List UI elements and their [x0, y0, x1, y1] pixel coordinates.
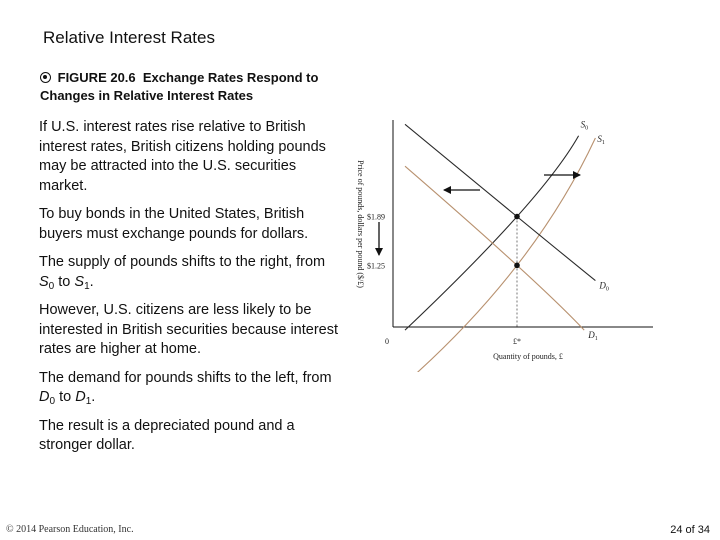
footer-copyright: © 2014 Pearson Education, Inc.	[6, 524, 134, 535]
curve-label-d1: $D_1$	[588, 330, 598, 343]
figure-caption	[40, 69, 340, 105]
bullet-list	[39, 118, 339, 465]
bullet-5-d0-sub: 0	[49, 396, 56, 407]
curve-label-s0: $S_0$	[580, 119, 589, 132]
curve-d1	[405, 166, 584, 330]
curve-label-s1: $S_1$	[597, 134, 605, 147]
bullet-5-text: The demand for pounds shifts to the left, from	[39, 369, 332, 386]
equilibrium-point-2	[514, 263, 520, 269]
figure-title: Exchange Rates Respond to Changes in Relative Interest Rates	[40, 70, 319, 103]
curve-d0	[405, 124, 595, 280]
y-tick-label-2: $1.25	[367, 261, 385, 271]
bullet-5-d0: D	[39, 389, 50, 405]
bullet-6: The result is a depreciated pound and a stronger dollar.	[39, 417, 295, 453]
bullet-5-mid: to	[55, 389, 76, 405]
bullet-3-end: .	[89, 273, 94, 290]
bullet-3-text: The supply of pounds shifts to the right, from	[39, 254, 326, 270]
curve-s1	[405, 138, 595, 372]
bullet-5-d1: D	[75, 389, 86, 405]
figure-link-icon[interactable]	[40, 72, 51, 83]
page-number: 24 of 34	[670, 524, 710, 536]
bullet-3-s0-sub: 0	[48, 280, 55, 292]
curves-group	[405, 120, 609, 372]
curve-s0	[405, 136, 579, 330]
bullet-1: If U.S. interest rates rise relative to British interest rates, British citizens holding pounds may be attracted into the U.S. securities market.	[39, 119, 326, 194]
bullet-3-s1: S	[74, 273, 85, 290]
y-axis-label: Price of pounds, dollars per pound ($/£)	[356, 160, 365, 288]
origin-label: 0	[385, 337, 389, 346]
curve-label-d0: $D_0$	[599, 280, 609, 293]
bullet-4: However, U.S. citizens are less likely to be interested in British securities because interest rates are higher at home.	[39, 302, 339, 357]
figure-label: FIGURE 20.6	[57, 70, 136, 85]
x-axis-label: Quantity of pounds, £	[493, 352, 563, 361]
y-tick-label-1: $1.89	[367, 212, 385, 222]
bullet-2: To buy bonds in the United States, British buyers must exchange pounds for dollars.	[39, 206, 309, 242]
bullet-3-s0: S	[39, 273, 49, 290]
bullet-5	[39, 369, 339, 408]
bullet-5-end: .	[91, 389, 96, 405]
bullet-3-s1-sub: 1	[84, 280, 90, 292]
exchange-rate-chart	[345, 112, 665, 372]
x-tick-label: £*	[513, 337, 521, 346]
slide-title: Relative Interest Rates	[43, 28, 215, 47]
bullet-3-mid: to	[54, 273, 75, 290]
bullet-5-d1-sub: 1	[85, 396, 92, 407]
equilibrium-point-1	[514, 214, 520, 220]
bullet-3	[39, 253, 339, 292]
